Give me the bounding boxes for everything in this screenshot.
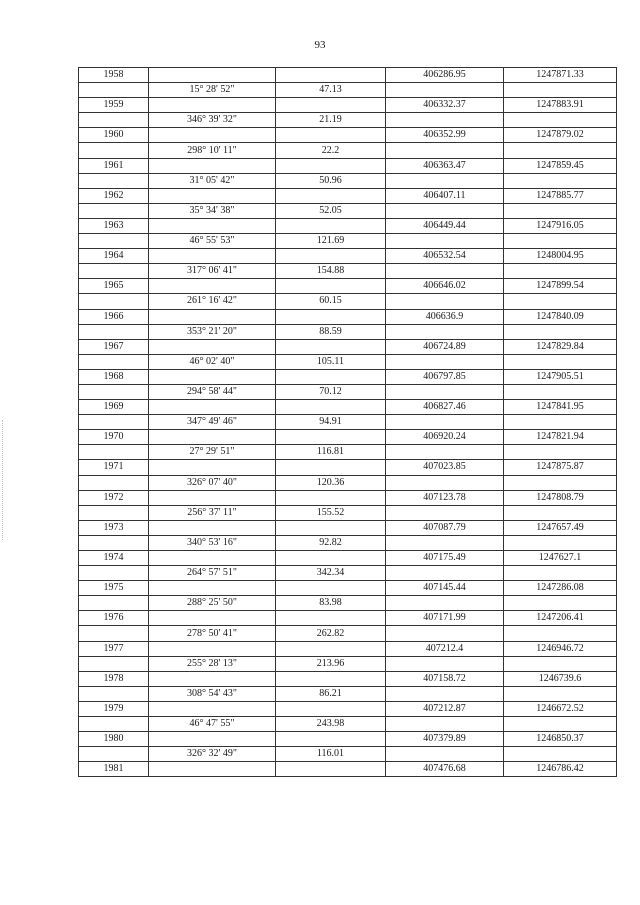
bearing: 347° 49' 46"	[149, 415, 276, 430]
station-id: 1960	[79, 128, 149, 143]
station-row	[79, 339, 617, 354]
northing: 406286.95	[386, 68, 504, 83]
empty-cell	[79, 143, 149, 158]
empty-cell	[79, 324, 149, 339]
station-id: 1967	[79, 339, 149, 354]
empty-cell	[149, 762, 276, 777]
leg-row	[79, 83, 617, 98]
northing: 407171.99	[386, 611, 504, 626]
northing: 406646.02	[386, 279, 504, 294]
easting: 1246946.72	[504, 641, 617, 656]
empty-cell	[149, 369, 276, 384]
distance: 60.15	[276, 294, 386, 309]
empty-cell	[149, 641, 276, 656]
leg-row	[79, 324, 617, 339]
bearing: 46° 02' 40"	[149, 354, 276, 369]
empty-cell	[79, 626, 149, 641]
empty-cell	[276, 249, 386, 264]
northing: 406352.99	[386, 128, 504, 143]
empty-cell	[149, 490, 276, 505]
station-row	[79, 611, 617, 626]
station-id: 1971	[79, 460, 149, 475]
empty-cell	[276, 279, 386, 294]
easting: 1247916.05	[504, 218, 617, 233]
empty-cell	[386, 234, 504, 249]
station-row	[79, 128, 617, 143]
bearing: 294° 58' 44"	[149, 384, 276, 399]
empty-cell	[276, 551, 386, 566]
station-id: 1976	[79, 611, 149, 626]
distance: 92.82	[276, 535, 386, 550]
leg-row	[79, 113, 617, 128]
station-id: 1970	[79, 430, 149, 445]
station-row	[79, 762, 617, 777]
empty-cell	[149, 309, 276, 324]
bearing: 353° 21' 20"	[149, 324, 276, 339]
distance: 120.36	[276, 475, 386, 490]
distance: 52.05	[276, 203, 386, 218]
station-row	[79, 218, 617, 233]
empty-cell	[79, 596, 149, 611]
station-row	[79, 460, 617, 475]
northing: 406532.54	[386, 249, 504, 264]
empty-cell	[504, 354, 617, 369]
station-id: 1979	[79, 701, 149, 716]
easting: 1247286.08	[504, 581, 617, 596]
northing: 407175.49	[386, 551, 504, 566]
station-row	[79, 581, 617, 596]
empty-cell	[79, 173, 149, 188]
empty-cell	[504, 596, 617, 611]
empty-cell	[79, 445, 149, 460]
easting: 1248004.95	[504, 249, 617, 264]
empty-cell	[276, 369, 386, 384]
empty-cell	[149, 98, 276, 113]
distance: 94.91	[276, 415, 386, 430]
empty-cell	[386, 445, 504, 460]
empty-cell	[79, 535, 149, 550]
distance: 47.13	[276, 83, 386, 98]
empty-cell	[149, 430, 276, 445]
empty-cell	[504, 384, 617, 399]
empty-cell	[504, 264, 617, 279]
leg-row	[79, 747, 617, 762]
distance: 121.69	[276, 234, 386, 249]
northing: 407023.85	[386, 460, 504, 475]
empty-cell	[276, 68, 386, 83]
empty-cell	[79, 294, 149, 309]
empty-cell	[149, 158, 276, 173]
empty-cell	[386, 505, 504, 520]
empty-cell	[386, 324, 504, 339]
station-row	[79, 369, 617, 384]
bearing: 346° 39' 32"	[149, 113, 276, 128]
empty-cell	[276, 460, 386, 475]
easting: 1247905.51	[504, 369, 617, 384]
station-row	[79, 249, 617, 264]
empty-cell	[386, 354, 504, 369]
station-row	[79, 641, 617, 656]
northing: 407123.78	[386, 490, 504, 505]
empty-cell	[504, 113, 617, 128]
northing: 407476.68	[386, 762, 504, 777]
empty-cell	[276, 701, 386, 716]
empty-cell	[386, 203, 504, 218]
empty-cell	[149, 218, 276, 233]
empty-cell	[79, 505, 149, 520]
empty-cell	[276, 490, 386, 505]
station-row	[79, 279, 617, 294]
empty-cell	[149, 460, 276, 475]
empty-cell	[386, 596, 504, 611]
empty-cell	[276, 98, 386, 113]
empty-cell	[504, 717, 617, 732]
station-row	[79, 551, 617, 566]
easting: 1247883.91	[504, 98, 617, 113]
easting: 1247808.79	[504, 490, 617, 505]
easting: 1246786.42	[504, 762, 617, 777]
distance: 262.82	[276, 626, 386, 641]
station-id: 1961	[79, 158, 149, 173]
northing: 406797.85	[386, 369, 504, 384]
bearing: 278° 50' 41"	[149, 626, 276, 641]
leg-row	[79, 475, 617, 490]
leg-row	[79, 686, 617, 701]
station-row	[79, 490, 617, 505]
station-row	[79, 188, 617, 203]
bearing: 256° 37' 11"	[149, 505, 276, 520]
station-row	[79, 671, 617, 686]
northing: 406636.9	[386, 309, 504, 324]
empty-cell	[79, 475, 149, 490]
empty-cell	[276, 309, 386, 324]
empty-cell	[504, 294, 617, 309]
station-row	[79, 520, 617, 535]
distance: 154.88	[276, 264, 386, 279]
bearing: 317° 06' 41"	[149, 264, 276, 279]
distance: 116.81	[276, 445, 386, 460]
easting: 1247885.77	[504, 188, 617, 203]
bearing: 15° 28' 52"	[149, 83, 276, 98]
station-id: 1958	[79, 68, 149, 83]
easting: 1247627.1	[504, 551, 617, 566]
distance: 116.01	[276, 747, 386, 762]
empty-cell	[79, 656, 149, 671]
bearing: 326° 32' 49"	[149, 747, 276, 762]
easting: 1247840.09	[504, 309, 617, 324]
empty-cell	[504, 626, 617, 641]
empty-cell	[386, 626, 504, 641]
empty-cell	[276, 671, 386, 686]
bearing: 288° 25' 50"	[149, 596, 276, 611]
station-id: 1973	[79, 520, 149, 535]
northing: 406449.44	[386, 218, 504, 233]
empty-cell	[79, 234, 149, 249]
station-id: 1962	[79, 188, 149, 203]
scan-margin-mark	[2, 420, 4, 540]
leg-row	[79, 294, 617, 309]
empty-cell	[276, 520, 386, 535]
empty-cell	[276, 581, 386, 596]
empty-cell	[504, 445, 617, 460]
station-row	[79, 68, 617, 83]
bearing: 31° 05' 42"	[149, 173, 276, 188]
distance: 88.59	[276, 324, 386, 339]
bearing: 326° 07' 40"	[149, 475, 276, 490]
empty-cell	[504, 83, 617, 98]
leg-row	[79, 203, 617, 218]
bearing: 35° 34' 38"	[149, 203, 276, 218]
bearing: 298° 10' 11"	[149, 143, 276, 158]
empty-cell	[504, 143, 617, 158]
northing: 407212.87	[386, 701, 504, 716]
empty-cell	[276, 188, 386, 203]
empty-cell	[386, 747, 504, 762]
station-id: 1959	[79, 98, 149, 113]
station-row	[79, 430, 617, 445]
easting: 1247875.87	[504, 460, 617, 475]
northing: 407158.72	[386, 671, 504, 686]
empty-cell	[386, 113, 504, 128]
station-row	[79, 309, 617, 324]
leg-row	[79, 143, 617, 158]
empty-cell	[276, 732, 386, 747]
empty-cell	[79, 354, 149, 369]
empty-cell	[504, 415, 617, 430]
station-id: 1972	[79, 490, 149, 505]
easting: 1247657.49	[504, 520, 617, 535]
empty-cell	[149, 581, 276, 596]
bearing: 261° 16' 42"	[149, 294, 276, 309]
station-row	[79, 732, 617, 747]
distance: 243.98	[276, 717, 386, 732]
empty-cell	[149, 279, 276, 294]
station-row	[79, 701, 617, 716]
distance: 70.12	[276, 384, 386, 399]
northing: 406827.46	[386, 400, 504, 415]
survey-coordinate-table	[78, 67, 617, 777]
easting: 1247859.45	[504, 158, 617, 173]
leg-row	[79, 173, 617, 188]
easting: 1247841.95	[504, 400, 617, 415]
station-id: 1977	[79, 641, 149, 656]
bearing: 27° 29' 51"	[149, 445, 276, 460]
station-id: 1966	[79, 309, 149, 324]
leg-row	[79, 445, 617, 460]
leg-row	[79, 354, 617, 369]
distance: 83.98	[276, 596, 386, 611]
empty-cell	[79, 717, 149, 732]
empty-cell	[149, 188, 276, 203]
empty-cell	[149, 249, 276, 264]
empty-cell	[276, 430, 386, 445]
bearing: 46° 47' 55"	[149, 717, 276, 732]
empty-cell	[79, 264, 149, 279]
empty-cell	[386, 264, 504, 279]
empty-cell	[149, 400, 276, 415]
station-id: 1978	[79, 671, 149, 686]
empty-cell	[79, 415, 149, 430]
distance: 86.21	[276, 686, 386, 701]
distance: 213.96	[276, 656, 386, 671]
empty-cell	[79, 566, 149, 581]
northing: 406920.24	[386, 430, 504, 445]
bearing: 264° 57' 51"	[149, 566, 276, 581]
empty-cell	[79, 384, 149, 399]
empty-cell	[504, 747, 617, 762]
empty-cell	[149, 339, 276, 354]
station-id: 1963	[79, 218, 149, 233]
distance: 105.11	[276, 354, 386, 369]
empty-cell	[504, 656, 617, 671]
empty-cell	[149, 671, 276, 686]
northing: 407379.89	[386, 732, 504, 747]
easting: 1247206.41	[504, 611, 617, 626]
leg-row	[79, 415, 617, 430]
leg-row	[79, 596, 617, 611]
empty-cell	[386, 384, 504, 399]
easting: 1246850.37	[504, 732, 617, 747]
empty-cell	[276, 339, 386, 354]
leg-row	[79, 626, 617, 641]
leg-row	[79, 535, 617, 550]
easting: 1247821.94	[504, 430, 617, 445]
empty-cell	[276, 128, 386, 143]
empty-cell	[504, 203, 617, 218]
station-id: 1964	[79, 249, 149, 264]
easting: 1246672.52	[504, 701, 617, 716]
empty-cell	[149, 701, 276, 716]
empty-cell	[504, 535, 617, 550]
empty-cell	[504, 234, 617, 249]
distance: 155.52	[276, 505, 386, 520]
station-id: 1974	[79, 551, 149, 566]
empty-cell	[386, 83, 504, 98]
station-id: 1980	[79, 732, 149, 747]
empty-cell	[149, 732, 276, 747]
bearing: 308° 54' 43"	[149, 686, 276, 701]
northing: 407212.4	[386, 641, 504, 656]
empty-cell	[149, 128, 276, 143]
empty-cell	[276, 611, 386, 626]
leg-row	[79, 234, 617, 249]
empty-cell	[79, 203, 149, 218]
empty-cell	[79, 747, 149, 762]
empty-cell	[79, 83, 149, 98]
empty-cell	[504, 324, 617, 339]
empty-cell	[504, 173, 617, 188]
empty-cell	[386, 686, 504, 701]
easting: 1247871.33	[504, 68, 617, 83]
station-row	[79, 400, 617, 415]
survey-table-body	[79, 68, 617, 777]
empty-cell	[386, 717, 504, 732]
easting: 1247879.02	[504, 128, 617, 143]
empty-cell	[386, 535, 504, 550]
empty-cell	[276, 218, 386, 233]
empty-cell	[386, 173, 504, 188]
station-id: 1981	[79, 762, 149, 777]
northing: 406363.47	[386, 158, 504, 173]
leg-row	[79, 717, 617, 732]
northing: 406407.11	[386, 188, 504, 203]
bearing: 340° 53' 16"	[149, 535, 276, 550]
easting: 1246739.6	[504, 671, 617, 686]
easting: 1247829.84	[504, 339, 617, 354]
page-number: 93	[314, 39, 326, 51]
leg-row	[79, 384, 617, 399]
empty-cell	[149, 68, 276, 83]
empty-cell	[386, 294, 504, 309]
empty-cell	[149, 520, 276, 535]
bearing: 46° 55' 53"	[149, 234, 276, 249]
leg-row	[79, 656, 617, 671]
station-row	[79, 98, 617, 113]
empty-cell	[386, 143, 504, 158]
leg-row	[79, 264, 617, 279]
bearing: 255° 28' 13"	[149, 656, 276, 671]
empty-cell	[504, 505, 617, 520]
station-id: 1969	[79, 400, 149, 415]
empty-cell	[386, 566, 504, 581]
empty-cell	[386, 475, 504, 490]
distance: 342.34	[276, 566, 386, 581]
leg-row	[79, 505, 617, 520]
station-row	[79, 158, 617, 173]
station-id: 1968	[79, 369, 149, 384]
station-id: 1975	[79, 581, 149, 596]
northing: 407145.44	[386, 581, 504, 596]
northing: 406332.37	[386, 98, 504, 113]
northing: 406724.89	[386, 339, 504, 354]
empty-cell	[79, 113, 149, 128]
empty-cell	[79, 686, 149, 701]
empty-cell	[276, 762, 386, 777]
distance: 21.19	[276, 113, 386, 128]
empty-cell	[386, 656, 504, 671]
empty-cell	[276, 158, 386, 173]
empty-cell	[149, 611, 276, 626]
distance: 22.2	[276, 143, 386, 158]
empty-cell	[276, 641, 386, 656]
easting: 1247899.54	[504, 279, 617, 294]
station-id: 1965	[79, 279, 149, 294]
empty-cell	[504, 686, 617, 701]
empty-cell	[276, 400, 386, 415]
northing: 407087.79	[386, 520, 504, 535]
empty-cell	[504, 475, 617, 490]
empty-cell	[149, 551, 276, 566]
empty-cell	[386, 415, 504, 430]
empty-cell	[504, 566, 617, 581]
leg-row	[79, 566, 617, 581]
distance: 50.96	[276, 173, 386, 188]
